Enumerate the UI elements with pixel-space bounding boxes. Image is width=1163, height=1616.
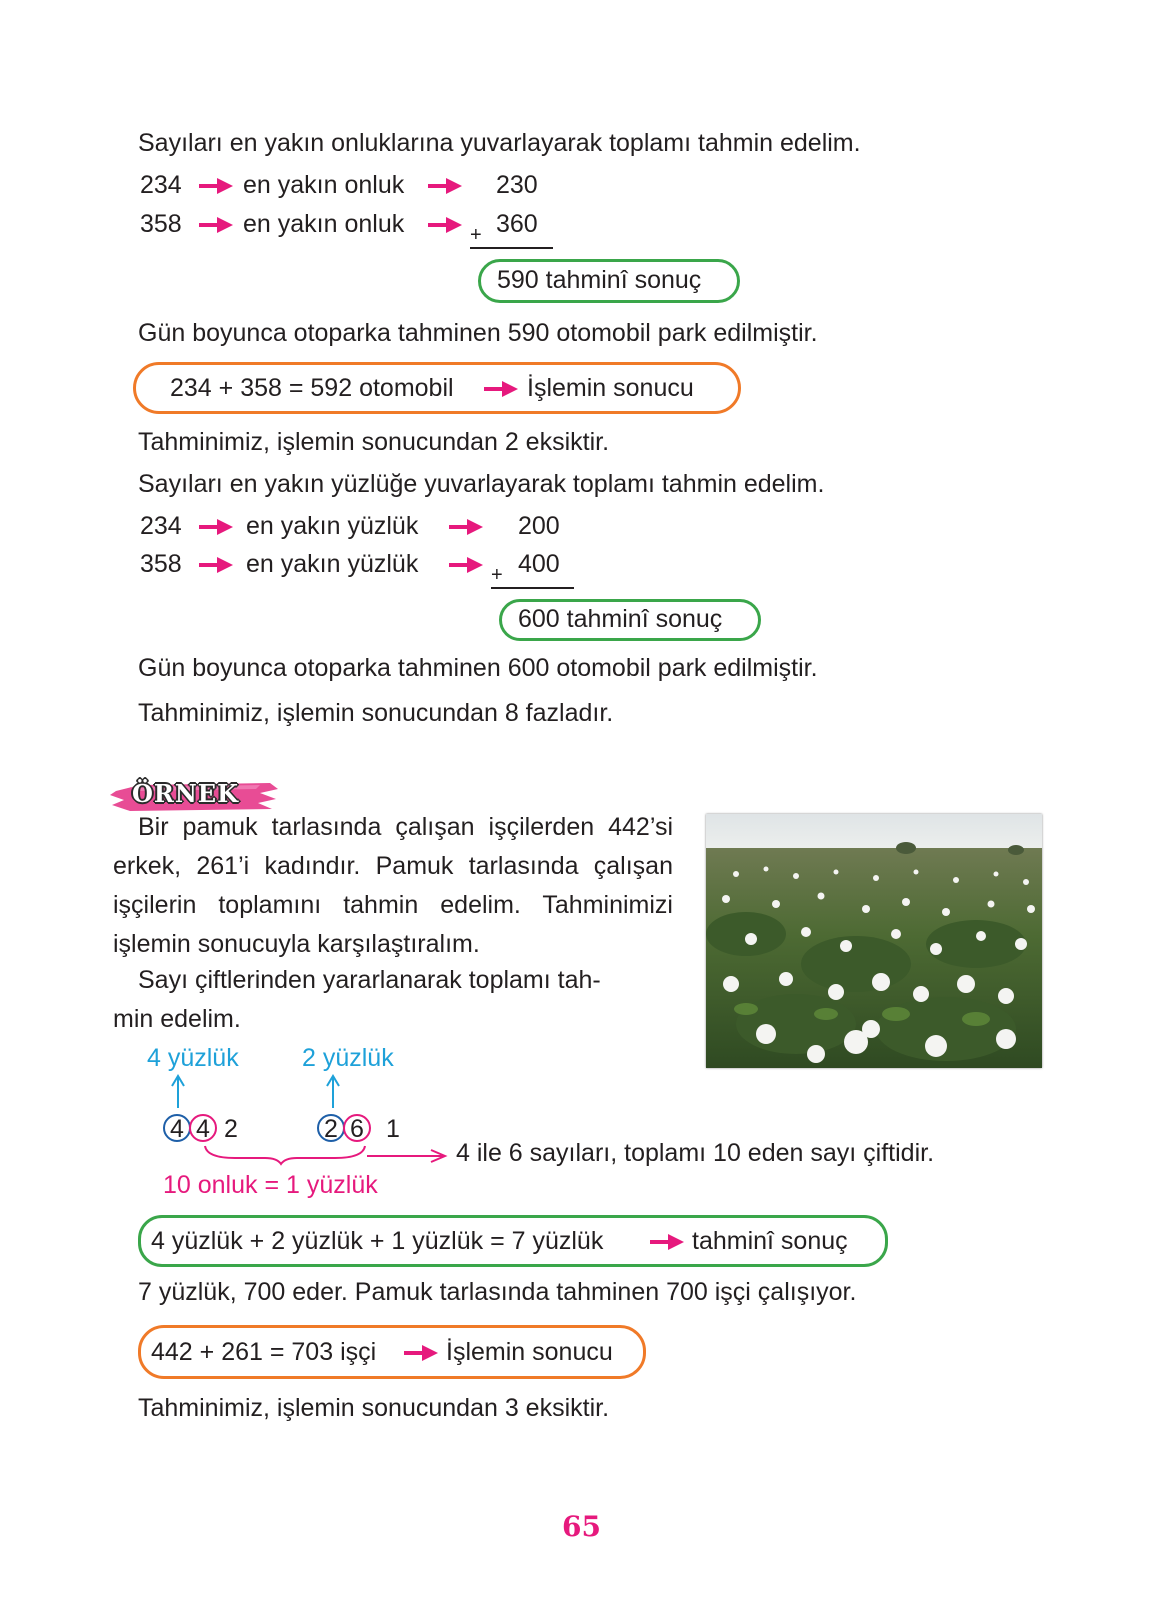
sum-line	[491, 587, 574, 589]
s1-row2-result: 360	[496, 210, 538, 238]
example-sum-label: tahminî sonuç	[692, 1227, 848, 1255]
s1-row1-number: 234	[140, 171, 182, 199]
pair-note: 4 ile 6 sayıları, toplamı 10 eden sayı çiftidir.	[456, 1139, 935, 1167]
up-arrow-icon	[325, 1074, 341, 1110]
tens-note: 10 onluk = 1 yüzlük	[163, 1171, 378, 1199]
sum-line	[470, 247, 553, 249]
hundreds-right-label: 2 yüzlük	[302, 1044, 394, 1072]
s1-exact-equation: 234 + 358 = 592 otomobil	[170, 374, 454, 402]
s2-plus-sign: +	[491, 564, 503, 586]
hundreds-left-label: 4 yüzlük	[147, 1044, 239, 1072]
page-number: 65	[562, 1510, 601, 1543]
arrow-right-icon	[404, 1344, 438, 1362]
digit-circle: 4	[163, 1114, 191, 1142]
arrow-right-icon	[449, 556, 483, 574]
example-problem: Bir pamuk tarlasında çalışan işçilerden 442’si erkek, 261’i kadındır. Pamuk tarlasında çalışan işçilerin toplamını tahmin edelim. Tahminimizi işlemin sonucuyla karşılaştıralım.	[113, 813, 673, 958]
s1-row1-label: en yakın onluk	[243, 171, 405, 199]
example-sum-equation: 4 yüzlük + 2 yüzlük + 1 yüzlük = 7 yüzlük	[151, 1227, 604, 1255]
s2-comparison: Tahminimiz, işlemin sonucundan 8 fazladır.	[138, 699, 614, 727]
s2-row2-number: 358	[140, 550, 182, 578]
arrow-right-icon	[428, 177, 462, 195]
s2-statement: Gün boyunca otoparka tahminen 600 otomobil park edilmiştir.	[138, 654, 818, 682]
number-261	[317, 1114, 400, 1144]
s1-statement: Gün boyunca otoparka tahminen 590 otomobil park edilmiştir.	[138, 319, 818, 347]
s1-exact-label: İşlemin sonucu	[527, 374, 694, 402]
arrow-right-icon	[199, 556, 233, 574]
s1-row1-result: 230	[496, 171, 538, 199]
s1-estimate: 590 tahminî sonuç	[497, 266, 702, 294]
digit-circle-highlight: 4	[189, 1114, 217, 1142]
example-instruction-line2: min edelim.	[113, 1005, 241, 1033]
section1-intro: Sayıları en yakın onluklarına yuvarlayarak toplamı tahmin edelim.	[138, 129, 861, 157]
arrow-right-icon	[650, 1233, 684, 1251]
digit-circle: 2	[317, 1114, 345, 1142]
section2-intro: Sayıları en yakın yüzlüğe yuvarlayarak toplamı tahmin edelim.	[138, 470, 825, 498]
digit-circle-highlight: 6	[343, 1114, 371, 1142]
s2-row1-number: 234	[140, 512, 182, 540]
digit: 1	[385, 1115, 400, 1143]
example-exact-equation: 442 + 261 = 703 işçi	[151, 1338, 377, 1366]
number-442	[163, 1114, 238, 1144]
s2-row1-label: en yakın yüzlük	[246, 512, 419, 540]
arrow-right-icon	[199, 216, 233, 234]
s1-comparison: Tahminimiz, işlemin sonucundan 2 eksiktir.	[138, 428, 610, 456]
example-badge-label: ÖRNEK	[132, 779, 239, 808]
arrow-right-icon	[449, 518, 483, 536]
arrow-right-icon	[484, 380, 518, 398]
s2-row1-result: 200	[518, 512, 560, 540]
example-exact-label: İşlemin sonucu	[446, 1338, 613, 1366]
s1-row2-number: 358	[140, 210, 182, 238]
example-instruction-line1: Sayı çiftlerinden yararlanarak toplamı tah-	[138, 966, 601, 994]
arrow-right-icon	[199, 177, 233, 195]
example-conclusion: 7 yüzlük, 700 eder. Pamuk tarlasında tahminen 700 işçi çalışıyor.	[138, 1278, 857, 1306]
s1-row2-label: en yakın onluk	[243, 210, 405, 238]
s1-plus-sign: +	[470, 224, 482, 246]
up-arrow-icon	[170, 1074, 186, 1110]
digit: 2	[223, 1115, 238, 1143]
arrow-right-icon	[199, 518, 233, 536]
arrow-right-icon	[428, 216, 462, 234]
s2-row2-label: en yakın yüzlük	[246, 550, 419, 578]
s2-row2-result: 400	[518, 550, 560, 578]
example-comparison: Tahminimiz, işlemin sonucundan 3 eksiktir.	[138, 1394, 610, 1422]
s2-estimate: 600 tahminî sonuç	[518, 605, 723, 633]
cotton-field-photo	[706, 814, 1042, 1068]
pair-connector	[195, 1142, 455, 1172]
